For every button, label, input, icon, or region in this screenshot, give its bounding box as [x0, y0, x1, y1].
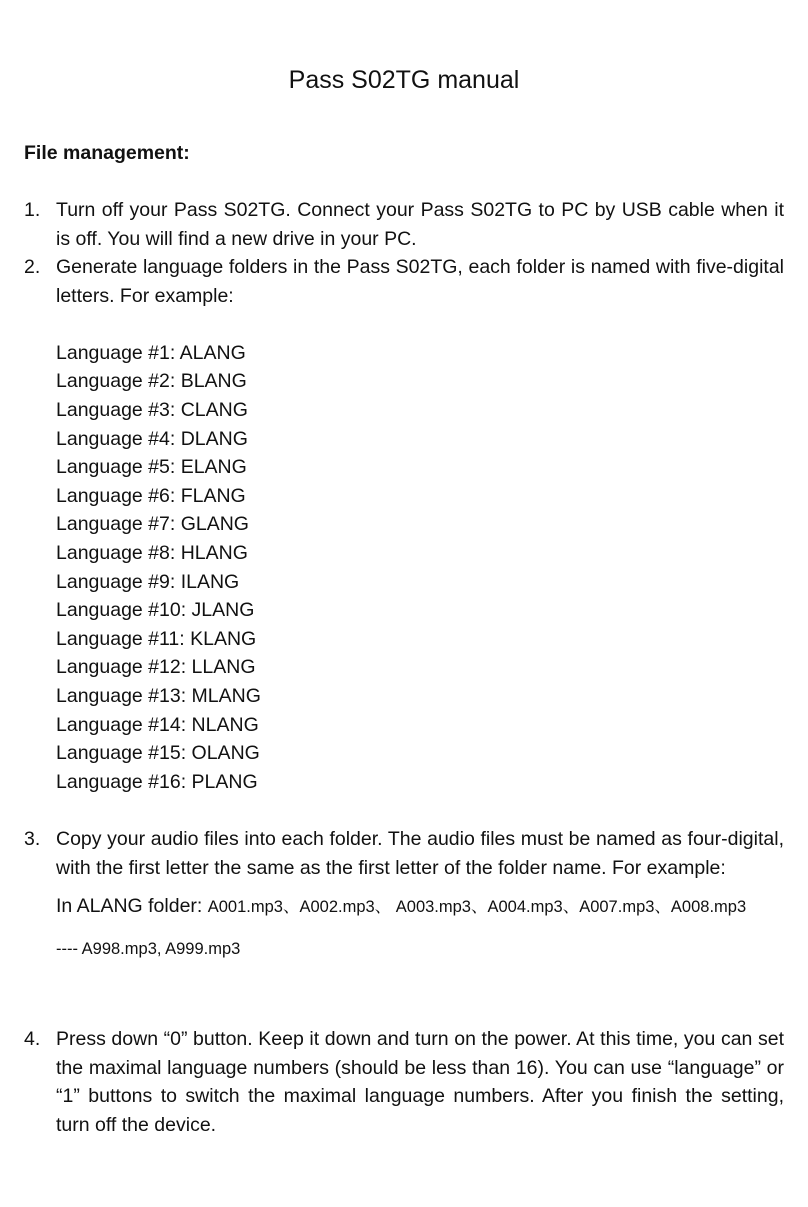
language-item: Language #1: ALANG [56, 341, 246, 364]
step-text: Copy your audio files into each folder. The audio files must be named as four-digital, with the first letter the same as the first letter of the folder name. For example: [56, 828, 784, 879]
language-item: Language #12: LLANG [56, 656, 256, 679]
page-title: Pass S02TG manual [288, 66, 520, 94]
language-item: Language #13: MLANG [56, 684, 261, 707]
step-number: 1. [24, 199, 41, 221]
language-item: Language #11: KLANG [56, 627, 257, 650]
file-list: A001.mp3、A002.mp3、 A003.mp3、A004.mp3、A007.mp3、A008.mp3 [207, 898, 747, 917]
step-number: 4. [24, 1028, 41, 1050]
step-4 [24, 1025, 784, 1139]
section-heading: File management: [24, 142, 190, 164]
step-text: Generate language folders in the Pass S02TG, each folder is named with five-digital letters. For example: [56, 256, 784, 307]
folder-example-line [56, 892, 784, 922]
step-number: 2. [24, 256, 41, 278]
language-item: Language #3: CLANG [56, 398, 248, 421]
step-2 [24, 253, 784, 796]
language-item: Language #4: DLANG [56, 427, 248, 450]
language-item: Language #10: JLANG [56, 599, 255, 622]
language-item: Language #8: HLANG [56, 541, 248, 564]
step-3 [24, 825, 784, 963]
language-item: Language #5: ELANG [56, 456, 247, 479]
language-item: Language #15: OLANG [56, 742, 260, 765]
language-item: Language #9: ILANG [56, 570, 240, 593]
step-number: 3. [24, 828, 41, 850]
file-list-end: ---- A998.mp3, A999.mp3 [56, 939, 241, 958]
language-folder-list [56, 339, 784, 797]
language-item: Language #14: NLANG [56, 713, 259, 736]
language-item: Language #2: BLANG [56, 370, 247, 393]
step-text: Press down “0” button. Keep it down and turn on the power. At this time, you can set the maximal language numbers (should be less than 16). You can use “language” or “1” buttons to switch the maximal language numbers. After you finish the setting, turn off the device. [56, 1028, 784, 1136]
language-item: Language #16: PLANG [56, 770, 258, 793]
language-item: Language #7: GLANG [56, 513, 249, 536]
folder-label: In ALANG folder: [56, 895, 203, 918]
step-1 [24, 196, 784, 253]
language-item: Language #6: FLANG [56, 484, 246, 507]
step-text: Turn off your Pass S02TG. Connect your Pass S02TG to PC by USB cable when it is off. You will find a new drive in your PC. [56, 199, 784, 250]
